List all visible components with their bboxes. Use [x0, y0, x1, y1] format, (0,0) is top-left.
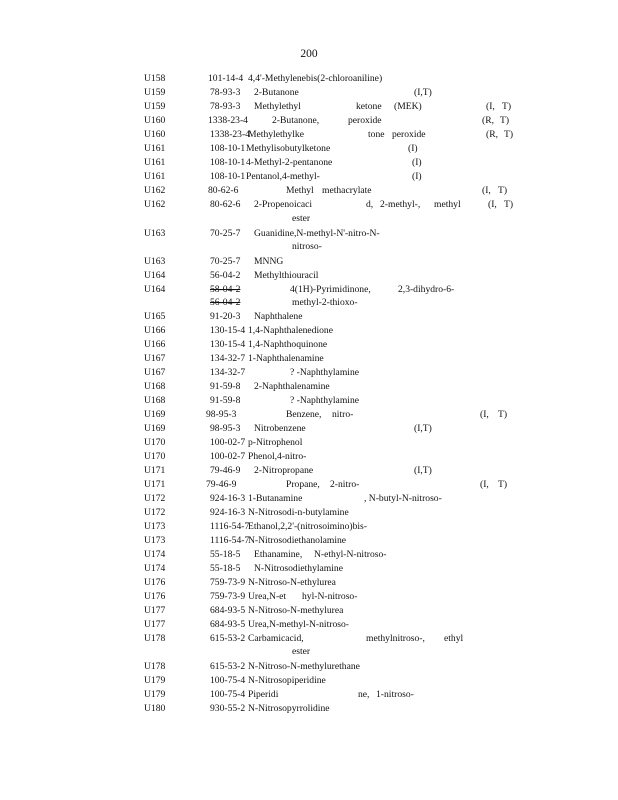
chemical-name: N-Nitrosopiperidine [248, 675, 326, 686]
list-item [0, 142, 618, 155]
list-item [0, 380, 618, 393]
waste-code: U160 [144, 129, 166, 140]
hazard-code: (I, [488, 199, 497, 210]
chemical-name-part: (MEK) [394, 101, 422, 112]
chemical-name: 2-Propenoicaci [254, 199, 313, 210]
waste-code: U161 [144, 157, 166, 168]
waste-code: U161 [144, 171, 166, 182]
chemical-name: Methylethyl [254, 101, 301, 112]
waste-code: U169 [144, 423, 166, 434]
cas-number: 930-55-2 [210, 703, 246, 714]
cas-number: 759-73-9 [210, 591, 246, 602]
chemical-name-part: nitro- [332, 409, 354, 420]
chemical-name: N-Nitrosodiethylamine [254, 563, 343, 574]
chemical-name: 1-Naphthalenamine [248, 353, 324, 364]
chemical-name: Nitrobenzene [254, 423, 306, 434]
cas-number-struck: 56-04-2 [210, 297, 241, 308]
waste-code: U179 [144, 689, 166, 700]
hazard-code-part: T) [500, 115, 510, 126]
cas-number: 100-75-4 [210, 675, 246, 686]
list-item [0, 660, 618, 673]
cas-number: 101-14-4 [208, 73, 244, 84]
chemical-name: 2-Butanone [254, 87, 299, 98]
cas-number: 924-16-3 [210, 507, 246, 518]
chemical-name-part: N-ethyl-N-nitroso- [314, 549, 387, 560]
waste-code: U162 [144, 199, 166, 210]
cas-number: 134-32-7 [210, 367, 246, 378]
cas-number: 1338-23-4 [210, 129, 250, 140]
hazard-code: (I) [412, 157, 422, 168]
list-item [0, 576, 618, 589]
waste-code: U173 [144, 521, 166, 532]
waste-code: U171 [144, 465, 166, 476]
chemical-name: Urea,N-et [248, 591, 287, 602]
chemical-name: 2-Butanone, [272, 115, 320, 126]
list-item [0, 240, 618, 253]
list-item [0, 688, 618, 701]
chemical-name-part: tone [368, 129, 385, 140]
cas-number: 134-32-7 [210, 353, 246, 364]
chemical-name: Methylisobutylketone [246, 143, 331, 154]
cas-number: 98-95-3 [206, 409, 237, 420]
chemical-name-part: ne, [358, 689, 370, 700]
chemical-name: 1,4-Naphthalenedione [248, 325, 333, 336]
list-item [0, 338, 618, 351]
waste-code: U162 [144, 185, 166, 196]
list-item [0, 255, 618, 268]
cas-number: 79-46-9 [206, 479, 237, 490]
chemical-name: N-Nitroso-N-ethylurea [248, 577, 336, 588]
list-item [0, 548, 618, 561]
cas-number: 91-59-8 [210, 395, 241, 406]
waste-code: U173 [144, 535, 166, 546]
waste-code: U159 [144, 101, 166, 112]
chemical-name-part: peroxide [392, 129, 426, 140]
list-item [0, 198, 618, 211]
chemical-name: Methyl [286, 185, 314, 196]
list-item [0, 520, 618, 533]
chemical-name: Methylthiouracil [254, 270, 319, 281]
waste-code: U179 [144, 675, 166, 686]
hazard-code: (I,T) [414, 87, 432, 98]
list-item [0, 702, 618, 715]
chemical-name: N-Nitrosodi-n-butylamine [248, 507, 349, 518]
list-item [0, 310, 618, 323]
cas-number: 684-93-5 [210, 605, 246, 616]
list-item [0, 590, 618, 603]
chemical-name: Urea,N-methyl-N-nitroso- [248, 619, 349, 630]
chemical-name: 2-Naphthalenamine [254, 381, 330, 392]
list-item [0, 450, 618, 463]
cas-number: 108-10-1 [210, 143, 246, 154]
cas-number: 100-02-7 [210, 437, 246, 448]
cas-number: 70-25-7 [210, 256, 241, 267]
waste-code: U167 [144, 353, 166, 364]
chemical-name: N-Nitrosodiethanolamine [248, 535, 347, 546]
cas-number: 55-18-5 [210, 563, 241, 574]
chemical-name-part: d, [366, 199, 374, 210]
waste-code: U169 [144, 409, 166, 420]
list-item [0, 492, 618, 505]
waste-code: U180 [144, 703, 166, 714]
waste-code: U164 [144, 270, 166, 281]
chemical-name: Propane, [286, 479, 320, 490]
waste-code: U174 [144, 563, 166, 574]
waste-code: U161 [144, 143, 166, 154]
list-item [0, 100, 618, 113]
cas-number: 55-18-5 [210, 549, 241, 560]
hazard-code-part: T) [498, 479, 508, 490]
waste-code: U166 [144, 339, 166, 350]
list-item [0, 534, 618, 547]
list-item [0, 506, 618, 519]
cas-number: 91-59-8 [210, 381, 241, 392]
chemical-name: Ethanol,2,2'-(nitrosoimino)bis- [248, 521, 367, 532]
chemical-name-part: methyl [434, 199, 461, 210]
cas-number: 100-75-4 [210, 689, 246, 700]
waste-code: U166 [144, 325, 166, 336]
list-item [0, 72, 618, 85]
list-item [0, 562, 618, 575]
hazard-code: (I) [412, 171, 422, 182]
chemical-name-part: peroxide [348, 115, 382, 126]
cas-number: 924-16-3 [210, 493, 246, 504]
chemical-name: N-Nitroso-N-methylurethane [248, 661, 360, 672]
list-item [0, 86, 618, 99]
waste-code: U170 [144, 437, 166, 448]
chemical-name: Guanidine,N-methyl-N'-nitro-N- [254, 228, 380, 239]
waste-code: U177 [144, 605, 166, 616]
chemical-name-part: methacrylate [322, 185, 372, 196]
chemical-name: Naphthalene [254, 311, 303, 322]
chemical-name: 4,4'-Methylenebis(2-chloroaniline) [248, 73, 383, 84]
list-item [0, 114, 618, 127]
hazard-code: (I, [480, 479, 489, 490]
waste-code: U178 [144, 633, 166, 644]
chemical-name-part: methylnitroso-, [366, 633, 425, 644]
chemical-name-continuation: ester [292, 213, 311, 224]
waste-code: U165 [144, 311, 166, 322]
chemical-name: MNNG [254, 256, 284, 267]
hazard-code: (I) [408, 143, 418, 154]
cas-number: 78-93-3 [210, 87, 241, 98]
list-item [0, 227, 618, 240]
chemical-name: N-Nitroso-N-methylurea [248, 605, 344, 616]
cas-number: 78-93-3 [210, 101, 241, 112]
chemical-name: ? -Naphthylamine [290, 395, 359, 406]
list-item [0, 128, 618, 141]
list-item [0, 645, 618, 658]
waste-code: U172 [144, 507, 166, 518]
chemical-name: Phenol,4-nitro- [248, 451, 307, 462]
chemical-name: 4-Methyl-2-pentanone [246, 157, 333, 168]
waste-code: U174 [144, 549, 166, 560]
hazard-code: (I, [482, 185, 491, 196]
waste-code: U168 [144, 381, 166, 392]
hazard-code-part: T) [504, 129, 514, 140]
chemical-name: Carbamicacid, [248, 633, 304, 644]
cas-number: 91-20-3 [210, 311, 241, 322]
chemical-name: 1-Butanamine [248, 493, 303, 504]
chemical-name-part: ethyl [444, 633, 464, 644]
chemical-name: p-Nitrophenol [248, 437, 303, 448]
waste-code: U176 [144, 577, 166, 588]
waste-code: U158 [144, 73, 166, 84]
hazard-code-part: T) [498, 185, 508, 196]
list-item [0, 283, 618, 296]
chemical-name: Pentanol,4-methyl- [246, 171, 320, 182]
chemical-name: Piperidi [248, 689, 279, 700]
list-item [0, 422, 618, 435]
list-item [0, 212, 618, 225]
cas-number: 100-02-7 [210, 451, 246, 462]
waste-code: U170 [144, 451, 166, 462]
cas-number: 80-62-6 [210, 199, 241, 210]
hazard-code: (I, [486, 101, 495, 112]
waste-code: U176 [144, 591, 166, 602]
list-item [0, 170, 618, 183]
chemical-name: Methylethylke [248, 129, 304, 140]
chemical-name: 1,4-Naphthoquinone [248, 339, 328, 350]
waste-code: U178 [144, 661, 166, 672]
waste-code: U163 [144, 228, 166, 239]
chemical-name: Benzene, [286, 409, 322, 420]
chemical-name: 4(1H)-Pyrimidinone, [290, 284, 371, 295]
cas-number: 130-15-4 [210, 325, 246, 336]
cas-number: 56-04-2 [210, 270, 241, 281]
list-item [0, 269, 618, 282]
hazard-code: (I,T) [414, 465, 432, 476]
page-number: 200 [300, 48, 318, 60]
list-item [0, 394, 618, 407]
list-item [0, 408, 618, 421]
chemical-name-part: 2-nitro- [330, 479, 360, 490]
cas-number: 130-15-4 [210, 339, 246, 350]
chemical-name: Ethanamine, [254, 549, 303, 560]
cas-number: 108-10-1 [210, 157, 246, 168]
hazard-code: (I,T) [414, 423, 432, 434]
chemical-name: 2-Nitropropane [254, 465, 314, 476]
cas-number-struck: 58-04-2 [210, 284, 241, 295]
list-item [0, 436, 618, 449]
chemical-name-part: 2,3-dihydro-6- [398, 284, 455, 295]
hazard-code-part: T) [502, 101, 512, 112]
waste-code: U167 [144, 367, 166, 378]
list-item [0, 352, 618, 365]
chemical-name-part: 1-nitroso- [376, 689, 414, 700]
cas-number: 1116-54-7 [210, 521, 250, 532]
list-item [0, 478, 618, 491]
list-item [0, 156, 618, 169]
waste-code: U163 [144, 256, 166, 267]
cas-number: 759-73-9 [210, 577, 246, 588]
hazard-code: (R, [482, 115, 494, 126]
list-item [0, 632, 618, 645]
chemical-name-continuation: nitroso- [292, 241, 322, 252]
cas-number: 70-25-7 [210, 228, 241, 239]
list-item [0, 674, 618, 687]
cas-number: 80-62-6 [208, 185, 239, 196]
hazard-code-part: T) [498, 409, 508, 420]
hazard-code: (R, [486, 129, 498, 140]
cas-number: 615-53-2 [210, 661, 246, 672]
waste-code: U164 [144, 284, 166, 295]
chemical-name-part: ketone [356, 101, 382, 112]
list-item [0, 296, 618, 309]
waste-code: U172 [144, 493, 166, 504]
hazard-code-part: T) [504, 199, 514, 210]
cas-number: 79-46-9 [210, 465, 241, 476]
cas-number: 108-10-1 [210, 171, 246, 182]
list-item [0, 324, 618, 337]
list-item [0, 184, 618, 197]
waste-code: U159 [144, 87, 166, 98]
cas-number: 98-95-3 [210, 423, 241, 434]
hazard-code: (I, [480, 409, 489, 420]
chemical-name: ? -Naphthylamine [290, 367, 359, 378]
waste-code: U160 [144, 115, 166, 126]
cas-number: 684-93-5 [210, 619, 246, 630]
cas-number: 1116-54-7 [210, 535, 250, 546]
list-item [0, 604, 618, 617]
chemical-name: N-Nitrosopyrrolidine [248, 703, 330, 714]
waste-code: U168 [144, 395, 166, 406]
list-item [0, 464, 618, 477]
chemical-name: methyl-2-thioxo- [292, 297, 358, 308]
cas-number: 1338-23-4 [208, 115, 248, 126]
chemical-name-part: , N-butyl-N-nitroso- [364, 493, 442, 504]
list-item [0, 366, 618, 379]
chemical-name-continuation: ester [292, 646, 311, 657]
list-item [0, 618, 618, 631]
cas-number: 615-53-2 [210, 633, 246, 644]
chemical-name-part: hyl-N-nitroso- [302, 591, 358, 602]
waste-code: U171 [144, 479, 166, 490]
chemical-name-part: 2-methyl-, [380, 199, 421, 210]
waste-code: U177 [144, 619, 166, 630]
